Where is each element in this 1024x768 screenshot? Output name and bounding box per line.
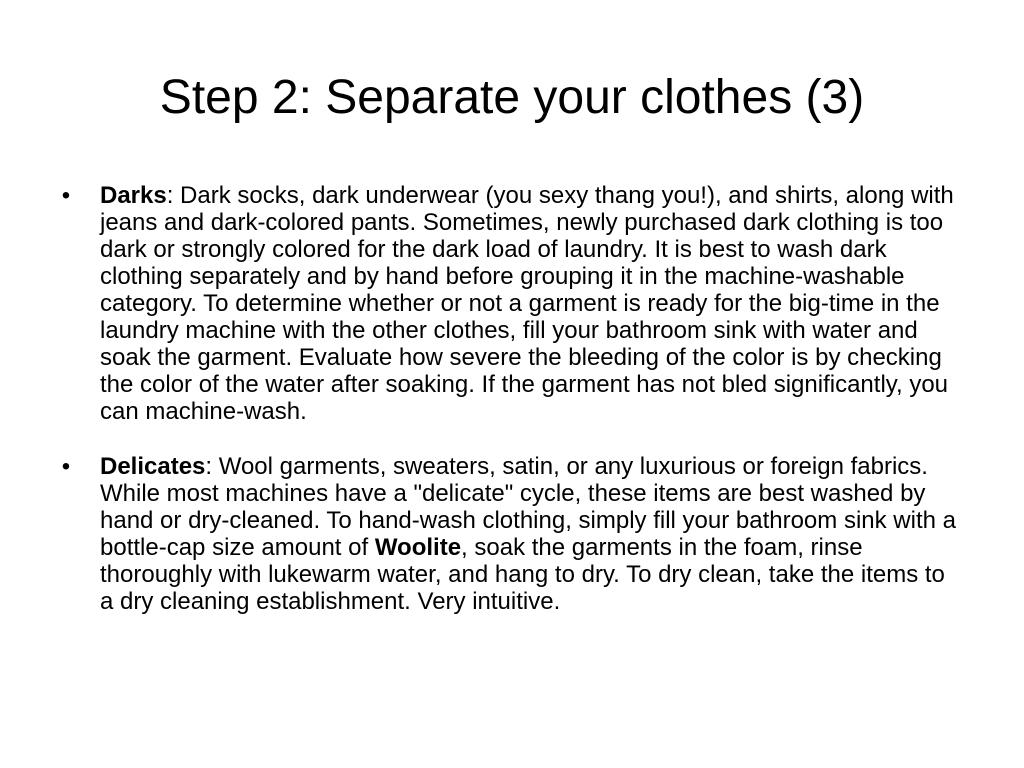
bullet-marker: • [61, 453, 71, 480]
slide-title: Step 2: Separate your clothes (3) [159, 71, 865, 124]
bullet-list [56, 182, 964, 643]
bullet-item-delicates [56, 453, 964, 615]
bullet-term-darks: Darks [100, 182, 167, 209]
bullet-term-delicates: Delicates [100, 453, 206, 480]
bullet-text-darks: : Dark socks, dark underwear (you sexy thang you!), and shirts, along with jeans and dark-colored pants. Sometimes, newly purchased dark clothing is too dark or strongly colored for the dark load of laundry. It is best to wash dark clothing separately and by hand before grouping it in the machine-washable category. To determine whether or not a garment is ready for the big-time in the laundry machine with the other clothes, fill your bathroom sink with water and soak the garment. Evaluate how severe the bleeding of the color is by checking the color of the water after soaking. If the garment has not bled significantly, you can machine-wash. [100, 182, 954, 425]
product-name-woolite: Woolite [374, 534, 462, 561]
bullet-item-darks [56, 182, 964, 425]
bullet-text-delicates-before: : Wool garments, sweaters, satin, or any luxurious or foreign fabrics. While most machines have a "delicate" cycle, these items are best washed by hand or dry-cleaned. To hand-wash clothing, simply fill your bathroom sink with a bottle-cap size amount of [100, 453, 956, 561]
bullet-marker: • [61, 182, 71, 209]
bullet-text-delicates-after: , soak the garments in the foam, rinse thoroughly with lukewarm water, and hang to dry. To dry clean, take the items to a dry cleaning establishment. Very intuitive. [100, 534, 945, 615]
